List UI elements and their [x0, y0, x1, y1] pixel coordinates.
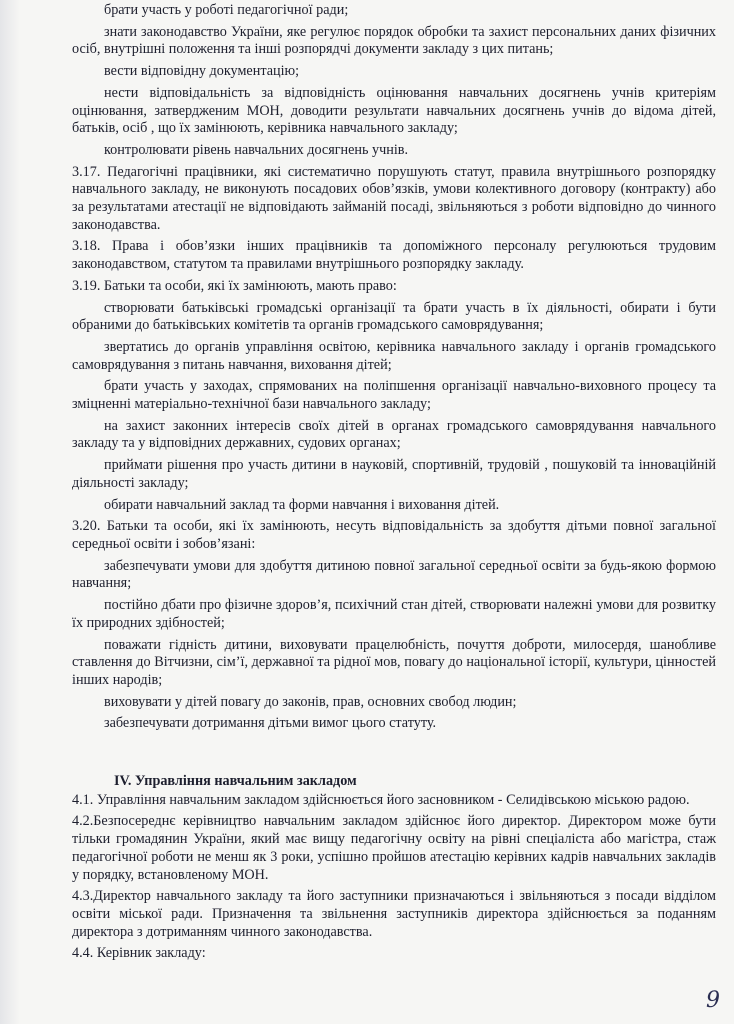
- paragraph: 3.17. Педагогічні працівники, які систематично порушують статут, правила внутрішнього розпорядку навчального закладу, не виконують посадових обов’язків, умови колективного договору (контракту) або за результатами атестації не відповідають займаній посаді, звільняються з роботи відповідно до чинного законодавства.: [72, 163, 716, 233]
- document-body: [72, 2, 716, 733]
- paragraph: нести відповідальність за відповідність оцінювання навчальних досягнень учнів критеріям оцінювання, затвердженим МОН, доводити результати навчальних досягнень учнів до відома дітей, батьків, осіб , що їх замінюють, керівника навчального закладу;: [72, 84, 716, 137]
- paragraph: забезпечувати умови для здобуття дитиною повної загальної середньої освіти за будь-якою формою навчання;: [72, 557, 716, 592]
- paragraph: брати участь у роботі педагогічної ради;: [104, 2, 349, 18]
- paragraph: поважати гідність дитини, виховувати працелюбність, почуття доброти, милосердя, шанобливе ставлення до Вітчизни, сім’ї, державної та рідної мов, повагу до національної історії, культури, цінностей інших народів;: [72, 636, 716, 688]
- section-paragraph: 4.3.Директор навчального закладу та його заступники призначаються і звільняються з посади відділом освіти міської ради. Призначення та звільнення заступників директора здійснюється за поданням директора з дотриманням чинного законодавства.: [72, 888, 716, 940]
- paragraph: вести відповідну документацію;: [104, 63, 300, 80]
- paragraph: 3.18. Права і обов’язки інших працівників та допоміжного персоналу регулюються трудовим законодавством, статутом та правилами внутрішнього розпорядку закладу.: [72, 238, 716, 273]
- paragraph: постійно дбати про фізичне здоров’я, психічний стан дітей, створювати належні умови для розвитку їх природних здібностей;: [72, 597, 716, 631]
- paragraph: на захист законних інтересів своїх дітей в органах громадського самоврядування навчального закладу та у відповідних державних, судових органах;: [72, 417, 716, 452]
- section-paragraph: 4.1. Управління навчальним закладом здійснюється його засновником - Селидівською міською радою.: [72, 791, 690, 808]
- paragraph: створювати батьківські громадські організації та брати участь в їх діяльності, обирати і бути обраними до батьківських комітетів та органів громадського самоврядування;: [72, 299, 716, 334]
- paragraph: звертатись до органів управління освітою, керівника навчального закладу і органів громадського самоврядування з питань навчання, виховання дітей;: [72, 338, 716, 373]
- section-body: [72, 792, 716, 963]
- paragraph: виховувати у дітей повагу до законів, прав, основних свобод людин;: [104, 693, 517, 710]
- section-heading: IV. Управління навчальним закладом: [114, 773, 357, 790]
- paragraph: контролювати рівень навчальних досягнень учнів.: [104, 141, 409, 158]
- page-number: 9: [706, 988, 720, 1014]
- paragraph: 3.20. Батьки та особи, які їх замінюють, несуть відповідальність за здобуття дітьми повної загальної середньої освіти і зобов’язані:: [72, 518, 716, 552]
- section-paragraph: 4.4. Керівник закладу:: [72, 945, 206, 962]
- paragraph: брати участь у заходах, спрямованих на поліпшення організації навчально-виховного процесу та зміцненні матеріально-технічної бази навчального закладу;: [72, 378, 716, 413]
- paragraph: знати законодавство України, яке регулює порядок обробки та захист персональних даних фізичних осіб, внутрішні положення та інші розпорядчі документи закладу з цих питань;: [72, 23, 716, 58]
- section-paragraph: 4.2.Безпосереднє керівництво навчальним закладом здійснює його директор. Директором може бути тільки громадянин України, який має вищу педагогічну освіту на рівні спеціаліста або магістра, стаж педагогічної роботи не менш як 3 роки, успішно пройшов атестацію керівних кадрів навчальних закладів у порядку, встановленому МОН.: [72, 813, 716, 883]
- paragraph: забезпечувати дотримання дітьми вимог цього статуту.: [104, 715, 437, 732]
- paragraph: 3.19. Батьки та особи, які їх замінюють, мають право:: [72, 277, 397, 294]
- paragraph: приймати рішення про участь дитини в науковій, спортивній, трудовій , пошуковій та інноваційній діяльності закладу;: [72, 457, 716, 491]
- paragraph: обирати навчальний заклад та форми навчання і виховання дітей.: [104, 496, 500, 513]
